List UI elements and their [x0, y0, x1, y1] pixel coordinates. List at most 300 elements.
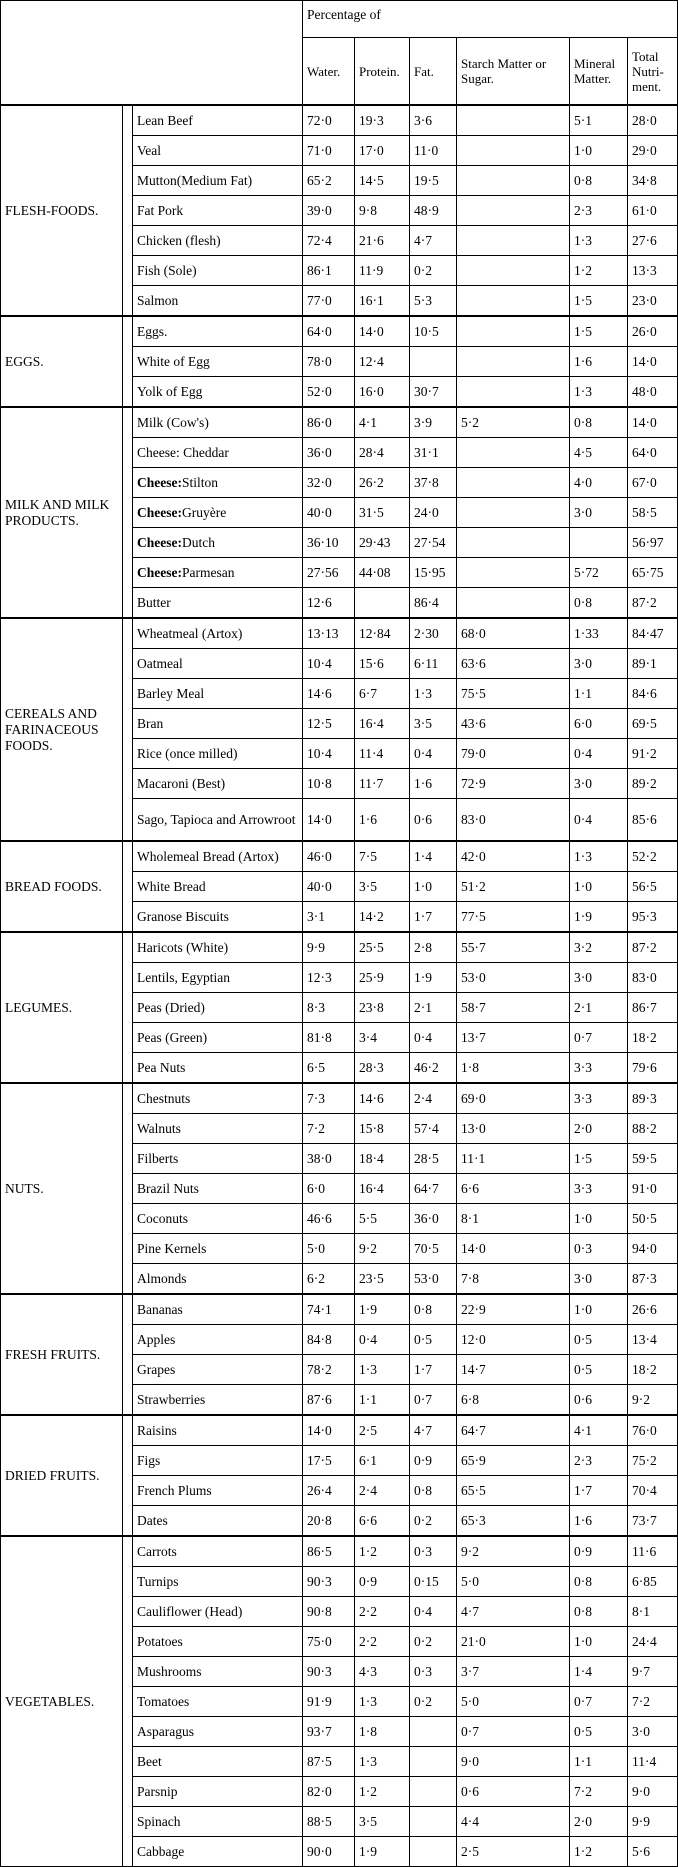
value-cell-fat: 53·0	[410, 1264, 457, 1295]
value-cell-total: 56·97	[628, 528, 678, 558]
value-cell-fat: 5·3	[410, 286, 457, 317]
value-cell-mineral: 1·33	[570, 618, 628, 649]
value-cell-total: 9·7	[628, 1657, 678, 1687]
value-cell-water: 72·0	[303, 105, 355, 136]
value-cell-protein: 19·3	[355, 105, 410, 136]
category-label: FLESH-FOODS.	[1, 105, 123, 316]
food-name: Stilton	[181, 474, 218, 490]
category-spacer	[123, 618, 133, 841]
value-cell-water: 12·6	[303, 588, 355, 619]
value-cell-starch: 4·7	[457, 1597, 570, 1627]
value-cell-protein: 1·2	[355, 1777, 410, 1807]
value-cell-water: 71·0	[303, 136, 355, 166]
value-cell-fat: 70·5	[410, 1234, 457, 1264]
category-spacer	[123, 407, 133, 618]
food-name-cell: Mushrooms	[133, 1657, 303, 1687]
food-name-cell: Brazil Nuts	[133, 1174, 303, 1204]
value-cell-mineral: 2·3	[570, 1446, 628, 1476]
value-cell-starch: 0·6	[457, 1777, 570, 1807]
value-cell-total: 5·6	[628, 1837, 678, 1867]
value-cell-protein: 7·5	[355, 841, 410, 872]
value-cell-starch: 65·3	[457, 1506, 570, 1537]
value-cell-water: 86·0	[303, 407, 355, 438]
value-cell-water: 90·0	[303, 1837, 355, 1867]
value-cell-protein: 14·0	[355, 316, 410, 347]
value-cell-protein: 1·2	[355, 1536, 410, 1567]
value-cell-protein: 1·1	[355, 1385, 410, 1416]
value-cell-fat: 1·9	[410, 963, 457, 993]
value-cell-fat: 24·0	[410, 498, 457, 528]
value-cell-mineral: 1·6	[570, 347, 628, 377]
value-cell-mineral	[570, 528, 628, 558]
value-cell-starch	[457, 438, 570, 468]
food-name-cell: Cauliflower (Head)	[133, 1597, 303, 1627]
value-cell-protein: 11·9	[355, 256, 410, 286]
food-name-cell: Carrots	[133, 1536, 303, 1567]
value-cell-protein: 2·2	[355, 1627, 410, 1657]
value-cell-starch	[457, 166, 570, 196]
value-cell-mineral: 0·8	[570, 1597, 628, 1627]
food-name-cell: Lean Beef	[133, 105, 303, 136]
value-cell-total: 67·0	[628, 468, 678, 498]
table-row	[1, 1536, 678, 1567]
value-cell-starch: 2·5	[457, 1837, 570, 1867]
value-cell-water: 8·3	[303, 993, 355, 1023]
value-cell-total: 6·85	[628, 1567, 678, 1597]
value-cell-mineral: 1·2	[570, 256, 628, 286]
category-label: EGGS.	[1, 316, 123, 407]
value-cell-protein: 6·1	[355, 1446, 410, 1476]
value-cell-protein: 1·8	[355, 1717, 410, 1747]
value-cell-water: 78·0	[303, 347, 355, 377]
value-cell-mineral: 3·3	[570, 1053, 628, 1084]
value-cell-total: 86·7	[628, 993, 678, 1023]
value-cell-mineral: 1·2	[570, 1837, 628, 1867]
value-cell-mineral: 1·0	[570, 136, 628, 166]
value-cell-mineral: 5·1	[570, 105, 628, 136]
category-spacer	[123, 1083, 133, 1294]
value-cell-mineral: 1·6	[570, 1506, 628, 1537]
food-name: Dutch	[181, 534, 215, 550]
value-cell-fat: 48·9	[410, 196, 457, 226]
value-cell-mineral: 1·0	[570, 1627, 628, 1657]
value-cell-fat	[410, 1717, 457, 1747]
value-cell-starch: 14·7	[457, 1355, 570, 1385]
value-cell-fat: 0·4	[410, 1023, 457, 1053]
value-cell-water: 82·0	[303, 1777, 355, 1807]
food-name-cell: Eggs.	[133, 316, 303, 347]
value-cell-protein: 3·4	[355, 1023, 410, 1053]
value-cell-total: 84·6	[628, 679, 678, 709]
value-cell-starch	[457, 558, 570, 588]
value-cell-protein: 31·5	[355, 498, 410, 528]
value-cell-water: 39·0	[303, 196, 355, 226]
value-cell-protein: 5·5	[355, 1204, 410, 1234]
value-cell-water: 14·0	[303, 1415, 355, 1446]
value-cell-fat: 0·2	[410, 1627, 457, 1657]
value-cell-fat: 0·2	[410, 1687, 457, 1717]
value-cell-total: 69·5	[628, 709, 678, 739]
value-cell-mineral: 0·5	[570, 1355, 628, 1385]
food-prefix: Cheese:	[137, 534, 182, 550]
food-name-cell: Parsnip	[133, 1777, 303, 1807]
value-cell-starch: 9·0	[457, 1747, 570, 1777]
food-name-cell: Fat Pork	[133, 196, 303, 226]
value-cell-fat: 0·7	[410, 1385, 457, 1416]
value-cell-mineral: 1·3	[570, 377, 628, 408]
value-cell-fat: 0·5	[410, 1325, 457, 1355]
value-cell-water: 27·56	[303, 558, 355, 588]
food-name-cell: Filberts	[133, 1144, 303, 1174]
value-cell-protein	[355, 588, 410, 619]
value-cell-protein: 16·1	[355, 286, 410, 317]
value-cell-starch: 55·7	[457, 932, 570, 963]
column-header-mineral: Mineral Matter.	[570, 38, 628, 106]
value-cell-starch: 8·1	[457, 1204, 570, 1234]
category-spacer	[123, 1536, 133, 1867]
value-cell-fat: 0·3	[410, 1657, 457, 1687]
value-cell-starch: 65·5	[457, 1476, 570, 1506]
food-name-cell: Milk (Cow's)	[133, 407, 303, 438]
value-cell-mineral: 1·9	[570, 902, 628, 933]
value-cell-mineral: 0·7	[570, 1687, 628, 1717]
value-cell-total: 91·0	[628, 1174, 678, 1204]
value-cell-water: 91·9	[303, 1687, 355, 1717]
table-row	[1, 407, 678, 438]
value-cell-total: 75·2	[628, 1446, 678, 1476]
value-cell-water: 6·2	[303, 1264, 355, 1295]
value-cell-starch	[457, 286, 570, 317]
food-name-cell	[133, 528, 303, 558]
value-cell-mineral: 0·4	[570, 739, 628, 769]
food-name-cell	[133, 468, 303, 498]
value-cell-total: 56·5	[628, 872, 678, 902]
value-cell-starch: 68·0	[457, 618, 570, 649]
value-cell-starch: 51·2	[457, 872, 570, 902]
value-cell-starch: 65·9	[457, 1446, 570, 1476]
food-name-cell: Veal	[133, 136, 303, 166]
value-cell-starch: 77·5	[457, 902, 570, 933]
food-name-cell: Oatmeal	[133, 649, 303, 679]
value-cell-total: 87·2	[628, 932, 678, 963]
value-cell-mineral: 6·0	[570, 709, 628, 739]
value-cell-mineral: 2·0	[570, 1114, 628, 1144]
value-cell-protein: 23·5	[355, 1264, 410, 1295]
value-cell-protein: 21·6	[355, 226, 410, 256]
food-name-cell: White of Egg	[133, 347, 303, 377]
value-cell-protein: 14·6	[355, 1083, 410, 1114]
food-prefix: Cheese:	[137, 474, 182, 490]
value-cell-water: 90·3	[303, 1567, 355, 1597]
value-cell-starch	[457, 136, 570, 166]
value-cell-total: 87·2	[628, 588, 678, 619]
value-cell-total: 8·1	[628, 1597, 678, 1627]
value-cell-protein: 44·08	[355, 558, 410, 588]
value-cell-protein: 12·84	[355, 618, 410, 649]
value-cell-starch	[457, 498, 570, 528]
category-spacer	[123, 1294, 133, 1415]
food-prefix: Cheese:	[137, 504, 182, 520]
value-cell-water: 90·3	[303, 1657, 355, 1687]
food-name-cell: Haricots (White)	[133, 932, 303, 963]
value-cell-starch	[457, 105, 570, 136]
value-cell-fat: 1·4	[410, 841, 457, 872]
value-cell-starch: 4·4	[457, 1807, 570, 1837]
value-cell-total: 14·0	[628, 407, 678, 438]
value-cell-fat: 28·5	[410, 1144, 457, 1174]
value-cell-fat: 31·1	[410, 438, 457, 468]
value-cell-protein: 11·4	[355, 739, 410, 769]
value-cell-total: 23·0	[628, 286, 678, 317]
value-cell-total: 18·2	[628, 1355, 678, 1385]
column-header-starch: Starch Matter or Sugar.	[457, 38, 570, 106]
food-name-cell: Beet	[133, 1747, 303, 1777]
value-cell-fat: 0·6	[410, 799, 457, 842]
table-row	[1, 105, 678, 136]
value-cell-protein: 16·0	[355, 377, 410, 408]
food-name-cell: Apples	[133, 1325, 303, 1355]
food-name-cell: Strawberries	[133, 1385, 303, 1416]
value-cell-protein: 28·4	[355, 438, 410, 468]
value-cell-water: 13·13	[303, 618, 355, 649]
food-name-cell: Asparagus	[133, 1717, 303, 1747]
value-cell-starch: 6·6	[457, 1174, 570, 1204]
value-cell-protein: 1·6	[355, 799, 410, 842]
value-cell-total: 89·1	[628, 649, 678, 679]
value-cell-starch: 64·7	[457, 1415, 570, 1446]
value-cell-total: 9·2	[628, 1385, 678, 1416]
food-name-cell: Bran	[133, 709, 303, 739]
header-blank-cell	[1, 1, 303, 106]
value-cell-fat	[410, 1747, 457, 1777]
food-name-cell: Sago, Tapioca and Arrowroot	[133, 799, 303, 842]
value-cell-total: 88·2	[628, 1114, 678, 1144]
food-name-cell: Almonds	[133, 1264, 303, 1295]
value-cell-water: 86·5	[303, 1536, 355, 1567]
value-cell-mineral: 0·3	[570, 1234, 628, 1264]
column-header-total: Total Nutri-ment.	[628, 38, 678, 106]
value-cell-mineral: 3·0	[570, 498, 628, 528]
value-cell-mineral: 0·7	[570, 1023, 628, 1053]
value-cell-protein: 29·43	[355, 528, 410, 558]
value-cell-protein: 3·5	[355, 1807, 410, 1837]
value-cell-water: 10·4	[303, 649, 355, 679]
value-cell-starch: 0·7	[457, 1717, 570, 1747]
value-cell-mineral: 3·0	[570, 769, 628, 799]
value-cell-fat: 57·4	[410, 1114, 457, 1144]
value-cell-protein: 14·5	[355, 166, 410, 196]
value-cell-mineral: 2·1	[570, 993, 628, 1023]
value-cell-mineral: 4·5	[570, 438, 628, 468]
value-cell-starch: 79·0	[457, 739, 570, 769]
value-cell-starch	[457, 256, 570, 286]
value-cell-water: 17·5	[303, 1446, 355, 1476]
value-cell-protein: 25·5	[355, 932, 410, 963]
value-cell-mineral: 4·0	[570, 468, 628, 498]
value-cell-water: 14·6	[303, 679, 355, 709]
value-cell-starch: 22·9	[457, 1294, 570, 1325]
value-cell-total: 89·2	[628, 769, 678, 799]
value-cell-water: 36·0	[303, 438, 355, 468]
value-cell-total: 87·3	[628, 1264, 678, 1295]
value-cell-water: 20·8	[303, 1506, 355, 1537]
value-cell-fat: 2·4	[410, 1083, 457, 1114]
value-cell-protein: 6·7	[355, 679, 410, 709]
value-cell-total: 85·6	[628, 799, 678, 842]
value-cell-starch: 5·2	[457, 407, 570, 438]
value-cell-water: 46·6	[303, 1204, 355, 1234]
food-name-cell: Peas (Green)	[133, 1023, 303, 1053]
value-cell-total: 13·3	[628, 256, 678, 286]
value-cell-fat: 0·9	[410, 1446, 457, 1476]
value-cell-total: 73·7	[628, 1506, 678, 1537]
value-cell-total: 94·0	[628, 1234, 678, 1264]
food-name-cell: Bananas	[133, 1294, 303, 1325]
value-cell-water: 72·4	[303, 226, 355, 256]
value-cell-mineral: 1·7	[570, 1476, 628, 1506]
value-cell-fat: 2·30	[410, 618, 457, 649]
value-cell-total: 83·0	[628, 963, 678, 993]
value-cell-mineral: 1·3	[570, 841, 628, 872]
value-cell-starch: 13·7	[457, 1023, 570, 1053]
food-prefix: Cheese:	[137, 564, 182, 580]
value-cell-starch: 14·0	[457, 1234, 570, 1264]
value-cell-protein: 1·3	[355, 1355, 410, 1385]
food-name-cell: Fish (Sole)	[133, 256, 303, 286]
value-cell-total: 89·3	[628, 1083, 678, 1114]
value-cell-starch: 5·0	[457, 1687, 570, 1717]
food-name-cell: White Bread	[133, 872, 303, 902]
value-cell-fat: 46·2	[410, 1053, 457, 1084]
value-cell-fat: 30·7	[410, 377, 457, 408]
value-cell-protein: 26·2	[355, 468, 410, 498]
category-spacer	[123, 316, 133, 407]
value-cell-protein: 3·5	[355, 872, 410, 902]
value-cell-starch	[457, 528, 570, 558]
value-cell-water: 40·0	[303, 498, 355, 528]
value-cell-water: 36·10	[303, 528, 355, 558]
value-cell-protein: 6·6	[355, 1506, 410, 1537]
value-cell-water: 38·0	[303, 1144, 355, 1174]
table-row	[1, 841, 678, 872]
value-cell-total: 11·4	[628, 1747, 678, 1777]
value-cell-starch	[457, 196, 570, 226]
value-cell-starch: 72·9	[457, 769, 570, 799]
value-cell-protein: 4·1	[355, 407, 410, 438]
value-cell-water: 46·0	[303, 841, 355, 872]
value-cell-total: 11·6	[628, 1536, 678, 1567]
food-name-cell: French Plums	[133, 1476, 303, 1506]
food-name-cell: Tomatoes	[133, 1687, 303, 1717]
food-name-cell: Pine Kernels	[133, 1234, 303, 1264]
value-cell-protein: 15·6	[355, 649, 410, 679]
value-cell-starch: 69·0	[457, 1083, 570, 1114]
value-cell-protein: 2·2	[355, 1597, 410, 1627]
value-cell-starch: 12·0	[457, 1325, 570, 1355]
header-group-label: Percentage of	[303, 1, 678, 38]
value-cell-water: 74·1	[303, 1294, 355, 1325]
value-cell-fat: 0·3	[410, 1536, 457, 1567]
value-cell-fat: 2·1	[410, 993, 457, 1023]
value-cell-fat: 1·7	[410, 902, 457, 933]
value-cell-starch	[457, 377, 570, 408]
value-cell-protein: 28·3	[355, 1053, 410, 1084]
value-cell-mineral: 2·0	[570, 1807, 628, 1837]
value-cell-total: 70·4	[628, 1476, 678, 1506]
value-cell-fat	[410, 347, 457, 377]
value-cell-mineral: 1·5	[570, 286, 628, 317]
value-cell-starch: 13·0	[457, 1114, 570, 1144]
value-cell-total: 9·0	[628, 1777, 678, 1807]
value-cell-starch: 53·0	[457, 963, 570, 993]
value-cell-protein: 2·4	[355, 1476, 410, 1506]
value-cell-mineral: 3·2	[570, 932, 628, 963]
value-cell-fat	[410, 1777, 457, 1807]
value-cell-mineral: 0·4	[570, 799, 628, 842]
value-cell-fat: 4·7	[410, 226, 457, 256]
value-cell-water: 5·0	[303, 1234, 355, 1264]
value-cell-mineral: 0·8	[570, 1567, 628, 1597]
category-label: CEREALS AND FARINACEOUS FOODS.	[1, 618, 123, 841]
value-cell-protein: 1·9	[355, 1837, 410, 1867]
value-cell-starch: 21·0	[457, 1627, 570, 1657]
value-cell-starch: 11·1	[457, 1144, 570, 1174]
food-name-cell: Chestnuts	[133, 1083, 303, 1114]
value-cell-water: 10·4	[303, 739, 355, 769]
value-cell-protein: 4·3	[355, 1657, 410, 1687]
value-cell-fat: 1·3	[410, 679, 457, 709]
value-cell-water: 90·8	[303, 1597, 355, 1627]
value-cell-fat: 1·7	[410, 1355, 457, 1385]
food-name-cell: Butter	[133, 588, 303, 619]
food-name-cell: Yolk of Egg	[133, 377, 303, 408]
food-name-cell: Grapes	[133, 1355, 303, 1385]
table-body	[1, 105, 678, 1867]
value-cell-fat: 64·7	[410, 1174, 457, 1204]
value-cell-fat: 36·0	[410, 1204, 457, 1234]
value-cell-total: 64·0	[628, 438, 678, 468]
value-cell-mineral: 1·0	[570, 1294, 628, 1325]
value-cell-fat: 0·15	[410, 1567, 457, 1597]
value-cell-total: 95·3	[628, 902, 678, 933]
value-cell-water: 26·4	[303, 1476, 355, 1506]
food-name-cell: Peas (Dried)	[133, 993, 303, 1023]
value-cell-mineral: 0·5	[570, 1325, 628, 1355]
value-cell-fat: 27·54	[410, 528, 457, 558]
value-cell-fat: 0·2	[410, 256, 457, 286]
food-name: Gruyère	[181, 504, 227, 520]
food-name-cell: Wholemeal Bread (Artox)	[133, 841, 303, 872]
value-cell-fat: 19·5	[410, 166, 457, 196]
value-cell-mineral: 1·5	[570, 316, 628, 347]
food-name-cell: Cheese: Cheddar	[133, 438, 303, 468]
value-cell-fat: 1·0	[410, 872, 457, 902]
food-name-cell: Granose Biscuits	[133, 902, 303, 933]
value-cell-fat: 1·6	[410, 769, 457, 799]
value-cell-starch: 83·0	[457, 799, 570, 842]
value-cell-protein: 12·4	[355, 347, 410, 377]
value-cell-water: 88·5	[303, 1807, 355, 1837]
value-cell-total: 24·4	[628, 1627, 678, 1657]
value-cell-mineral: 1·3	[570, 226, 628, 256]
value-cell-water: 10·8	[303, 769, 355, 799]
column-header-water: Water.	[303, 38, 355, 106]
food-name-cell: Wheatmeal (Artox)	[133, 618, 303, 649]
value-cell-mineral: 4·1	[570, 1415, 628, 1446]
value-cell-fat: 0·4	[410, 1597, 457, 1627]
table-row	[1, 1415, 678, 1446]
food-name-cell: Barley Meal	[133, 679, 303, 709]
